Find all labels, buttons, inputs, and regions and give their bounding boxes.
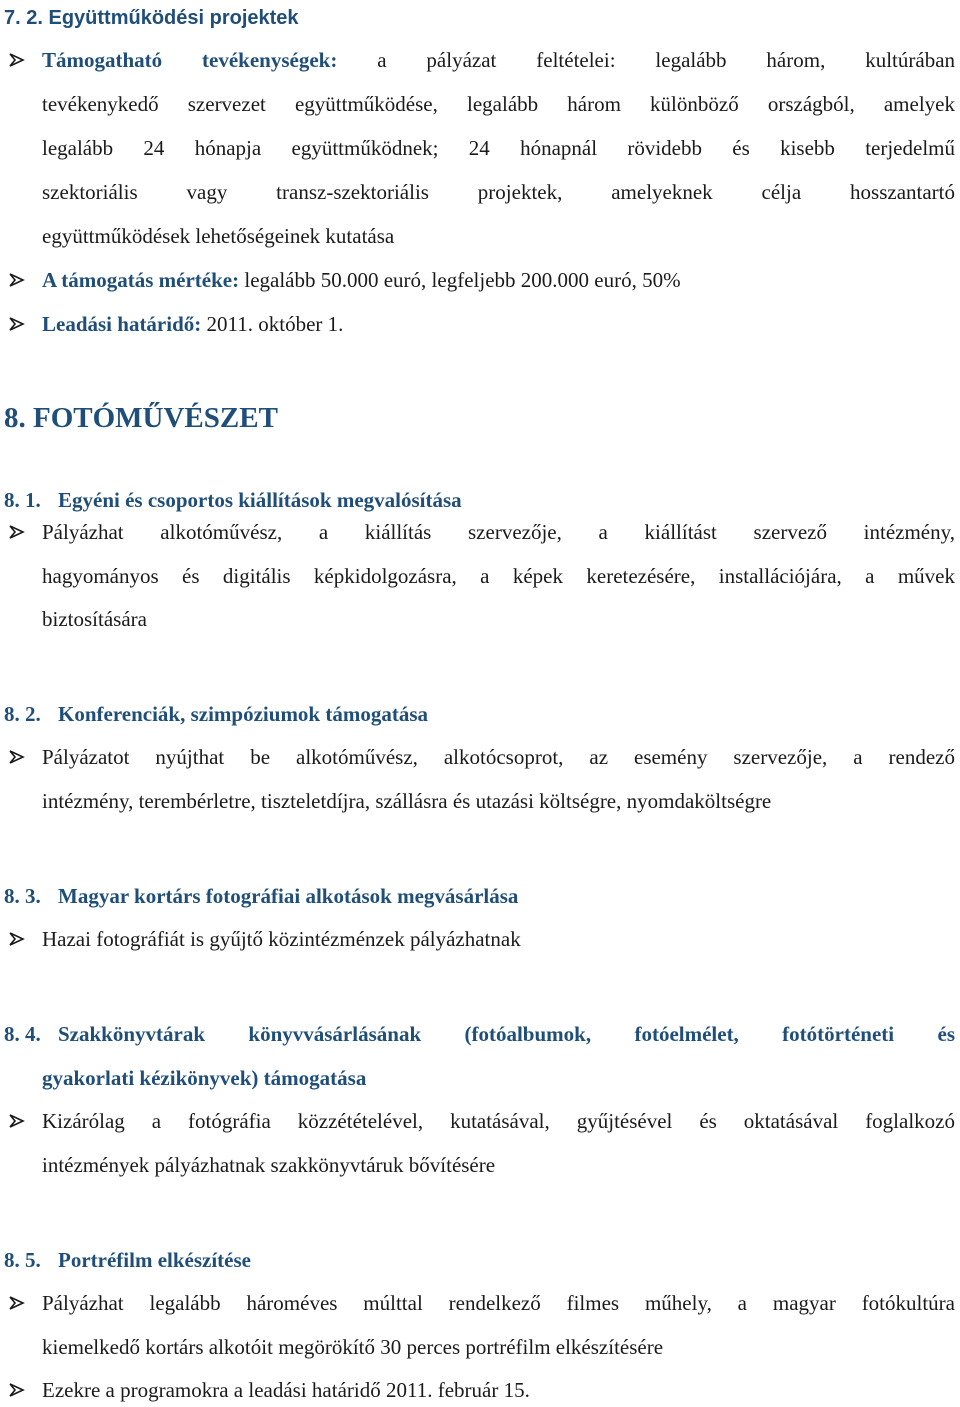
paragraph-line: együttműködések lehetőségeinek kutatása (42, 224, 395, 248)
arrowhead-bullet-icon (6, 518, 28, 546)
section-number: 8. 3. (4, 884, 41, 908)
paragraph-line: biztosítására (42, 607, 147, 631)
paragraph-line: kiemelkedő kortárs alkotóit megörökítő 30 perces portréfilm elkészítésére (42, 1335, 664, 1359)
bullet-text: legalább 50.000 euró, legfeljebb 200.000 euró, 50% (244, 268, 681, 292)
arrowhead-bullet-icon (6, 310, 28, 338)
bullet-text: Pályázhat alkotóművész, a kiállítás szervezője, a kiállítást szervező intézmény, (42, 520, 955, 544)
paragraph-line: intézmények pályázhatnak szakkönyvtáruk bővítésére (42, 1153, 496, 1177)
bullet-deadline (42, 310, 955, 338)
section-title: Szakkönyvtárak könyvvásárlásának (fotóalbumok, fotóelmélet, fotótörténeti és (58, 1022, 955, 1046)
arrowhead-bullet-icon (6, 743, 28, 771)
bullet-text: Hazai fotográfiát is gyűjtő közintézménzek pályázhatnak (42, 927, 521, 951)
section-title: Magyar kortárs fotográfiai alkotások megvásárlása (58, 884, 519, 908)
bullet-text: a pályázat feltételei: legalább három, kultúrában (377, 48, 956, 72)
bullet-label: Támogatható tevékenységek: (42, 48, 338, 72)
arrowhead-bullet-icon (6, 1107, 28, 1135)
arrowhead-bullet-icon (6, 925, 28, 953)
paragraph-line: szektoriális vagy transz-szektoriális projektek, amelyeknek célja hosszantartó (42, 180, 955, 204)
bullet-text: Pályázatot nyújthat be alkotóművész, alkotócsoprot, az esemény szervezője, a rendező (42, 745, 955, 769)
paragraph-line: hagyományos és digitális képkidolgozásra, a képek keretezésére, installációjára, a művek (42, 564, 955, 588)
bullet-text: Pályázhat legalább hároméves múlttal rendelkező filmes műhely, a magyar fotókultúra (42, 1291, 955, 1315)
section-number: 8. 2. (4, 702, 41, 726)
bullet-text: 2011. október 1. (206, 312, 344, 336)
section-number: 8. 1. (4, 488, 41, 512)
section-title-continued: gyakorlati kézikönyvek) támogatása (42, 1066, 367, 1090)
arrowhead-bullet-icon (6, 1289, 28, 1317)
section-title: Egyéni és csoportos kiállítások megvalósítása (58, 488, 462, 512)
arrowhead-bullet-icon (6, 266, 28, 294)
section-number: 8. 4. (4, 1022, 41, 1046)
arrowhead-bullet-icon (6, 1376, 28, 1404)
bullet-eligible-activities (42, 46, 955, 74)
section-title: Portréfilm elkészítése (58, 1248, 251, 1272)
section-heading-7-2: 7. 2. Együttműködési projektek (4, 7, 299, 29)
bullet-label: Leadási határidő: (42, 312, 202, 336)
paragraph-line: intézmény, terembérletre, tiszteletdíjra, szállásra és utazási költségre, nyomdaköltségre (42, 789, 772, 813)
bullet-text: Kizárólag a fotógráfia közzétételével, kutatásával, gyűjtésével és oktatásával foglalkozó (42, 1109, 955, 1133)
paragraph-line: legalább 24 hónapja együttműködnek; 24 hónapnál rövidebb és kisebb terjedelmű (42, 136, 955, 160)
paragraph-line: tevékenykedő szervezet együttműködése, legalább három különböző országból, amelyek (42, 92, 955, 116)
arrowhead-bullet-icon (6, 46, 28, 74)
bullet-text: Ezekre a programokra a leadási határidő 2011. február 15. (42, 1378, 530, 1402)
section-number: 8. 5. (4, 1248, 41, 1272)
section-title: Konferenciák, szimpóziumok támogatása (58, 702, 429, 726)
bullet-support-amount (42, 266, 955, 294)
bullet-label: A támogatás mértéke: (42, 268, 240, 292)
chapter-heading-8: 8. FOTÓMŰVÉSZET (4, 402, 278, 434)
